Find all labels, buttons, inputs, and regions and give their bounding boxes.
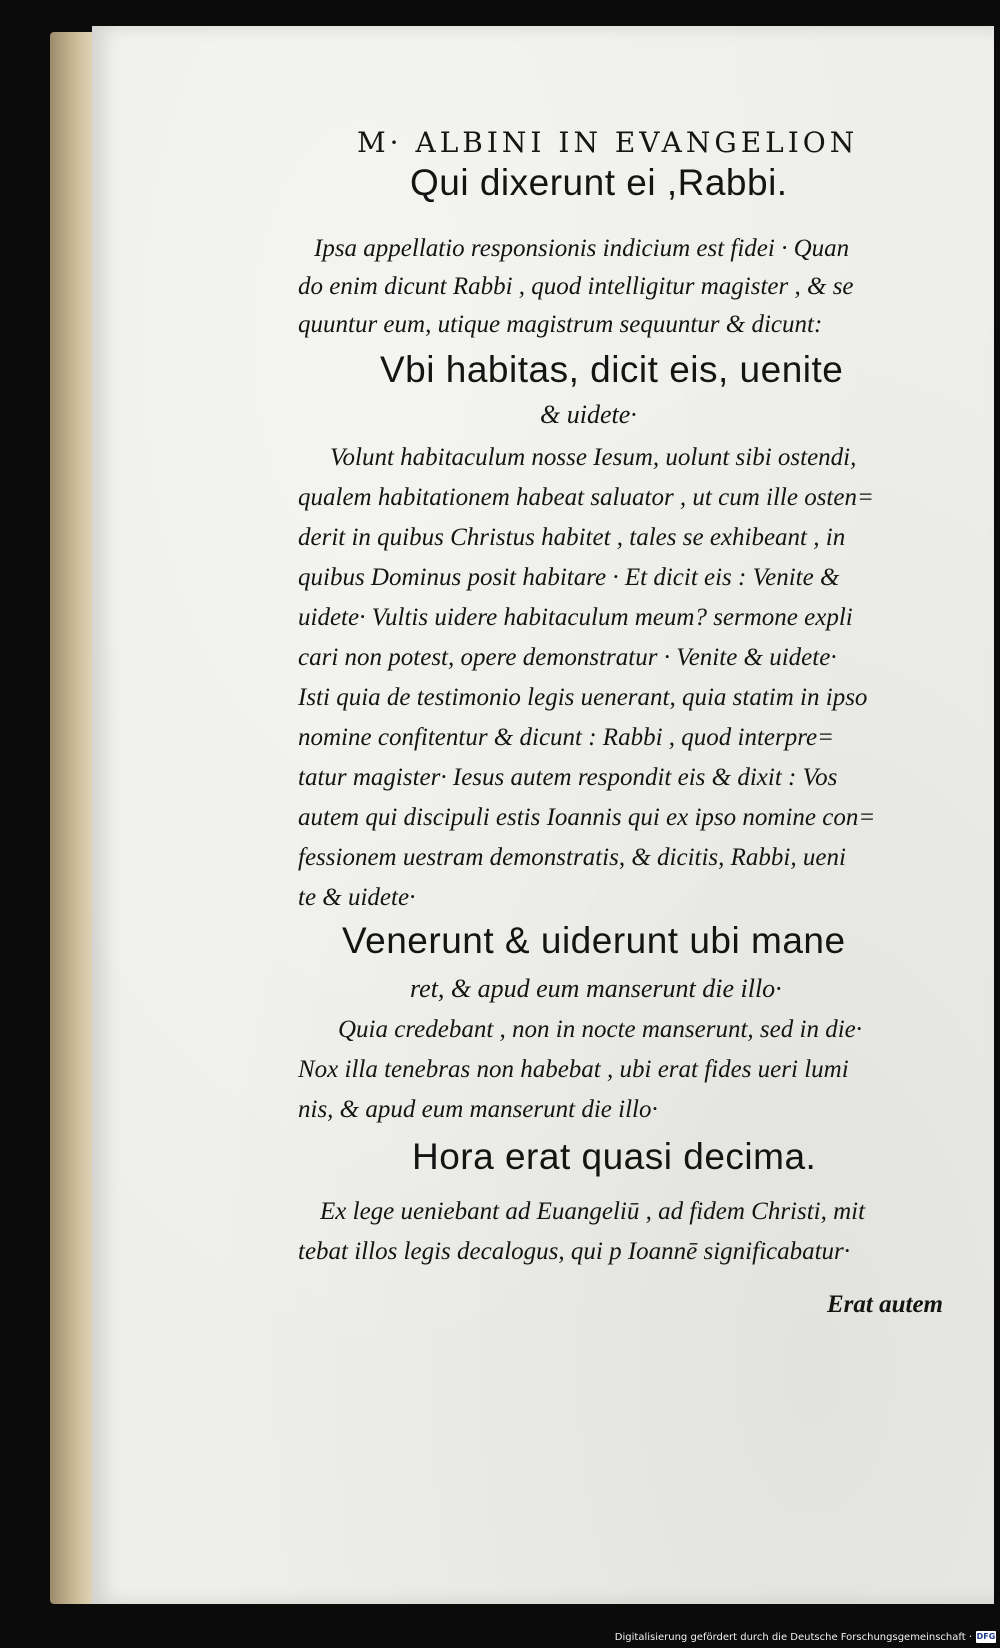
catchword: Erat autem <box>827 1291 943 1318</box>
lemma-heading: Vbi habitas, dicit eis, uenite <box>380 349 844 390</box>
text-line: uidete· Vultis uidere habitaculum meum? sermone expli <box>298 604 853 631</box>
text-line: tebat illos legis decalogus, qui p Ioannē significabatur· <box>298 1238 851 1265</box>
lemma-heading: Hora erat quasi decima. <box>412 1136 817 1177</box>
text-line: do enim dicunt Rabbi , quod intelligitur magister , & se <box>298 273 854 300</box>
text-line: Nox illa tenebras non habebat , ubi erat fides ueri lumi <box>298 1056 849 1083</box>
text-line: derit in quibus Christus habitet , tales se exhibeant , in <box>298 524 846 551</box>
text-line: qualem habitationem habeat saluator , ut cum ille osten= <box>298 484 874 511</box>
dfg-logo-icon: DFG <box>976 1632 996 1641</box>
text-line: tatur magister· Iesus autem respondit eis & dixit : Vos <box>298 764 838 791</box>
lemma-heading: Venerunt & uiderunt ubi mane <box>342 920 846 961</box>
text-line: autem qui discipuli estis Ioannis qui ex ipso nomine con= <box>298 804 876 831</box>
text-line: quibus Dominus posit habitare · Et dicit eis : Venite & <box>298 564 840 591</box>
text-line: Volunt habitaculum nosse Iesum, uolunt sibi ostendi, <box>330 444 857 471</box>
text-line: cari non potest, opere demonstratur · Venite & uidete· <box>298 644 837 671</box>
lemma-continuation: & uidete· <box>540 400 637 429</box>
text-line: nis, & apud eum manserunt die illo· <box>298 1096 658 1123</box>
text-line: Ipsa appellatio responsionis indicium est fidei · Quan <box>314 235 850 262</box>
text-line: nomine confitentur & dicunt : Rabbi , quod interpre= <box>298 724 835 751</box>
running-head: M· ALBINI IN EVANGELION <box>357 126 859 159</box>
lemma-continuation: ret, & apud eum manserunt die illo· <box>410 974 782 1003</box>
text-line: Isti quia de testimonio legis uenerant, quia statim in ipso <box>298 684 868 711</box>
text-line: fessionem uestram demonstratis, & dicitis, Rabbi, ueni <box>298 844 846 871</box>
funding-credit: Digitalisierung gefördert durch die Deutsche Forschungsgemeinschaft · <box>614 1632 972 1643</box>
book-page <box>92 26 994 1604</box>
text-line: quuntur eum, utique magistrum sequuntur & dicunt: <box>298 311 823 338</box>
lemma-heading: Qui dixerunt ei ,Rabbi. <box>410 162 788 203</box>
text-line: te & uidete· <box>298 884 416 911</box>
text-line: Ex lege ueniebant ad Euangeliū , ad fidem Christi, mit <box>320 1198 866 1225</box>
text-line: Quia credebant , non in nocte manserunt, sed in die· <box>338 1016 862 1043</box>
